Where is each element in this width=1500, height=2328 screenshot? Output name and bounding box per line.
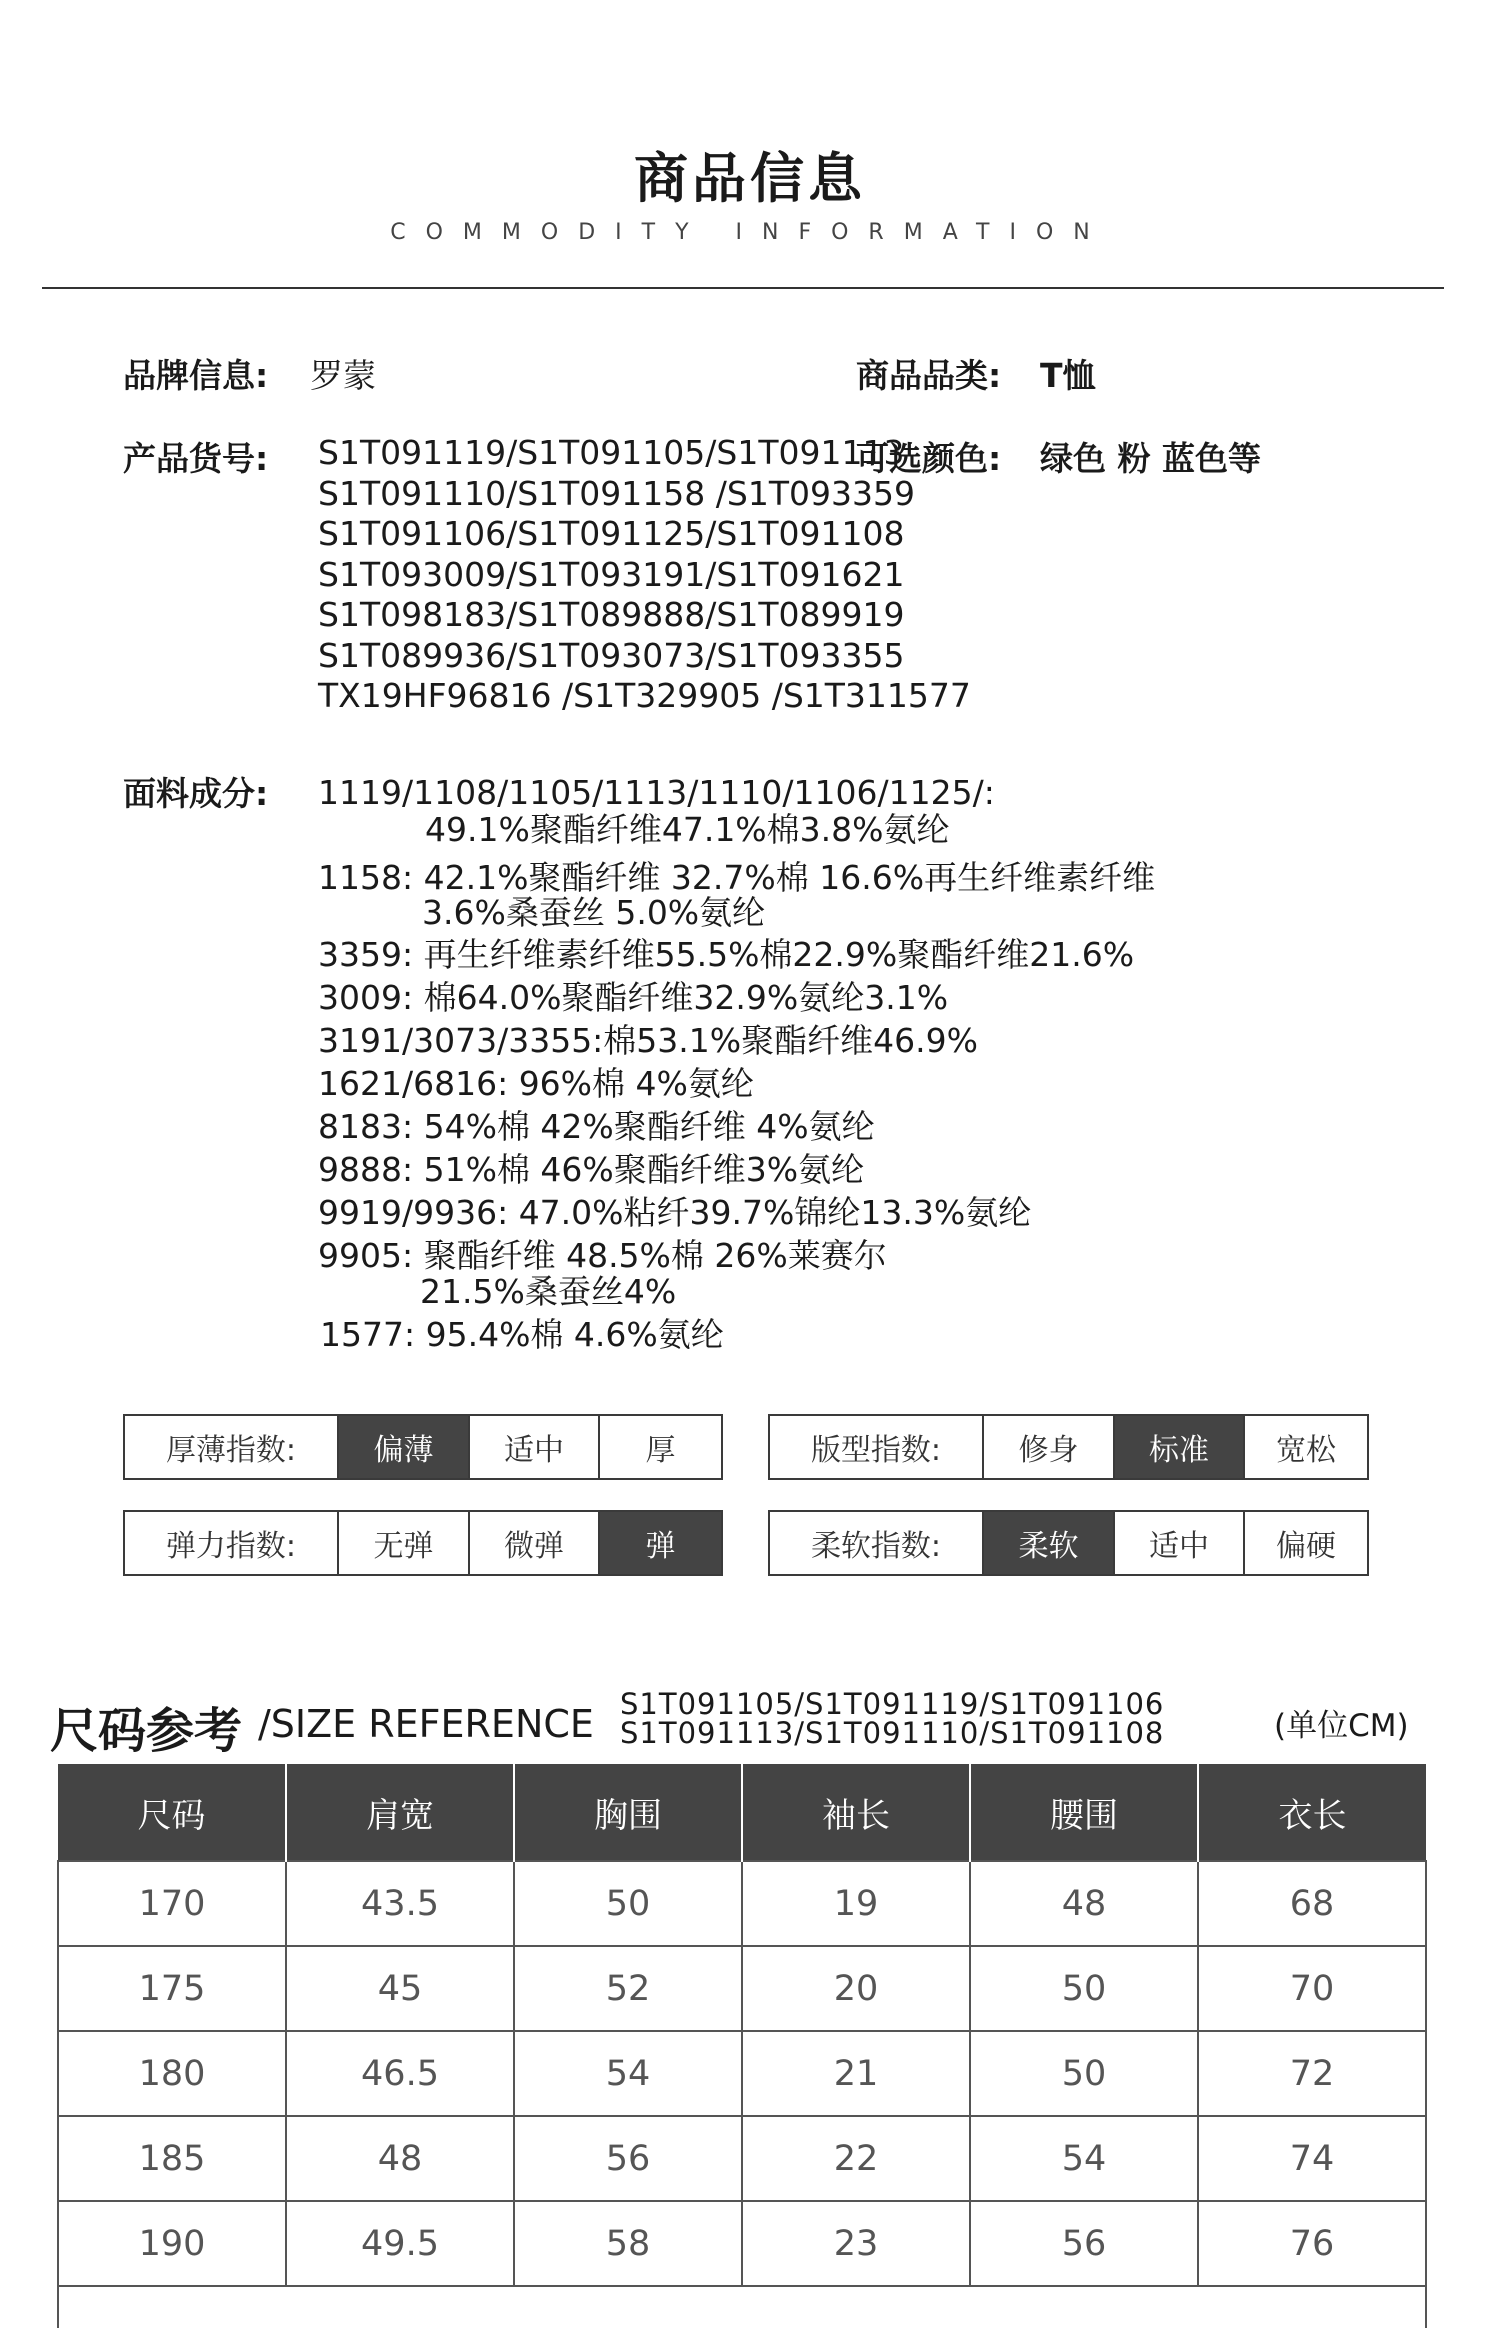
fabric-label: 面料成分: [123, 774, 269, 813]
table-cell: 58 [514, 2201, 742, 2286]
sku-line: TX19HF96816 /S1T329905 /S1T311577 [318, 676, 971, 715]
elasticity-option-stretch: 弹 [598, 1512, 721, 1574]
table-cell: 56 [970, 2201, 1198, 2286]
softness-label: 柔软指数: [810, 1529, 942, 1564]
table-cell: 49.5 [286, 2201, 514, 2286]
table-footer-edge [57, 2278, 1427, 2328]
size-table-header-row [58, 1764, 1426, 1861]
table-cell: 48 [970, 1861, 1198, 1946]
table-cell: 50 [970, 1946, 1198, 2031]
thickness-option-thin: 偏薄 [337, 1416, 468, 1478]
header-length: 衣长 [1198, 1764, 1426, 1861]
size-table [57, 1764, 1427, 2287]
elasticity-option-slight: 微弹 [468, 1512, 598, 1574]
fabric-line: 3191/3073/3355:棉53.1%聚酯纤维46.9% [318, 1021, 978, 1060]
softness-index [768, 1510, 1369, 1576]
table-row [58, 2201, 1426, 2286]
sku-line: S1T098183/S1T089888/S1T089919 [318, 595, 905, 634]
elasticity-label: 弹力指数: [165, 1529, 297, 1564]
elasticity-option-none: 无弹 [337, 1512, 468, 1574]
thickness-option-thick: 厚 [598, 1416, 721, 1478]
table-cell: 48 [286, 2116, 514, 2201]
table-cell: 50 [514, 1861, 742, 1946]
thickness-label: 厚薄指数: [165, 1433, 297, 1468]
sku-line: S1T089936/S1T093073/S1T093355 [318, 635, 905, 675]
sku-line: S1T091119/S1T091105/S1T091113 [318, 433, 905, 472]
brand-value: 罗蒙 [310, 356, 376, 395]
header-sleeve: 袖长 [742, 1764, 970, 1861]
table-cell: 20 [742, 1946, 970, 2031]
color-value: 绿色 粉 蓝色等 [1040, 439, 1261, 478]
brand-label: 品牌信息: [123, 356, 269, 395]
table-cell: 21 [742, 2031, 970, 2116]
table-cell: 56 [514, 2116, 742, 2201]
softness-option-soft: 柔软 [982, 1512, 1113, 1574]
page-title: 商品信息 [634, 147, 866, 210]
page-subtitle: COMMODITY INFORMATION [390, 220, 1110, 245]
table-cell: 45 [286, 1946, 514, 2031]
table-cell: 72 [1198, 2031, 1426, 2116]
table-cell: 68 [1198, 1861, 1426, 1946]
unit-label: (单位CM) [1274, 1708, 1409, 1744]
fabric-line: 1158: 42.1%聚酯纤维 32.7%棉 16.6%再生纤维素纤维 [318, 858, 1156, 897]
fabric-line: 3359: 再生纤维素纤维55.5%棉22.9%聚酯纤维21.6% [318, 935, 1135, 974]
table-cell: 54 [970, 2116, 1198, 2201]
fit-index [768, 1414, 1369, 1480]
table-cell: 76 [1198, 2201, 1426, 2286]
table-cell: 50 [970, 2031, 1198, 2116]
category-label: 商品品类: [856, 356, 1002, 395]
sku-line: S1T091106/S1T091125/S1T091108 [318, 514, 905, 553]
table-cell: 175 [58, 1946, 286, 2031]
sku-label: 产品货号: [123, 439, 269, 478]
table-row [58, 1946, 1426, 2031]
thickness-index [123, 1414, 723, 1480]
table-row [58, 2116, 1426, 2201]
fabric-line: 1577: 95.4%棉 4.6%氨纶 [320, 1315, 724, 1354]
size-codes-line: S1T091105/S1T091119/S1T091106 [620, 1687, 1165, 1721]
fabric-line: 1119/1108/1105/1113/1110/1106/1125/: [318, 773, 995, 812]
table-cell: 22 [742, 2116, 970, 2201]
elasticity-index [123, 1510, 723, 1576]
fabric-line: 49.1%聚酯纤维47.1%棉3.8%氨纶 [425, 810, 950, 849]
table-cell: 52 [514, 1946, 742, 2031]
category-value: T恤 [1040, 356, 1096, 395]
size-codes [620, 1687, 1165, 1750]
table-cell: 180 [58, 2031, 286, 2116]
fit-option-standard: 标准 [1113, 1416, 1243, 1478]
fabric-line: 9919/9936: 47.0%粘纤39.7%锦纶13.3%氨纶 [318, 1193, 1032, 1232]
fabric-line: 3009: 棉64.0%聚酯纤维32.9%氨纶3.1% [318, 978, 949, 1017]
header-divider [42, 287, 1444, 289]
table-row [58, 1861, 1426, 1946]
header-shoulder: 肩宽 [286, 1764, 514, 1861]
header-size: 尺码 [58, 1764, 286, 1861]
header-chest: 胸围 [514, 1764, 742, 1861]
fabric-line: 21.5%桑蚕丝4% [420, 1272, 677, 1311]
fit-option-loose: 宽松 [1243, 1416, 1367, 1478]
sku-line: S1T091110/S1T091158 /S1T093359 [318, 473, 915, 513]
fit-option-slim: 修身 [982, 1416, 1113, 1478]
table-cell: 19 [742, 1861, 970, 1946]
table-cell: 185 [58, 2116, 286, 2201]
table-cell: 54 [514, 2031, 742, 2116]
table-cell: 23 [742, 2201, 970, 2286]
table-cell: 70 [1198, 1946, 1426, 2031]
fabric-line: 3.6%桑蚕丝 5.0%氨纶 [422, 893, 766, 932]
sku-line: S1T093009/S1T093191/S1T091621 [318, 554, 905, 594]
fit-label: 版型指数: [810, 1433, 942, 1468]
color-label: 可选颜色: [856, 439, 1002, 478]
header-waist: 腰围 [970, 1764, 1198, 1861]
table-cell: 170 [58, 1861, 286, 1946]
fabric-line: 9905: 聚酯纤维 48.5%棉 26%莱赛尔 [318, 1236, 887, 1275]
table-cell: 46.5 [286, 2031, 514, 2116]
table-row [58, 2031, 1426, 2116]
table-cell: 190 [58, 2201, 286, 2286]
thickness-option-medium: 适中 [468, 1416, 598, 1478]
size-title-en: /SIZE REFERENCE [258, 1702, 594, 1746]
table-cell: 43.5 [286, 1861, 514, 1946]
softness-option-hard: 偏硬 [1243, 1512, 1367, 1574]
table-cell: 74 [1198, 2116, 1426, 2201]
fabric-line: 1621/6816: 96%棉 4%氨纶 [318, 1064, 754, 1103]
fabric-line: 9888: 51%棉 46%聚酯纤维3%氨纶 [318, 1150, 865, 1189]
size-codes-line: S1T091113/S1T091110/S1T091108 [620, 1716, 1165, 1750]
softness-option-medium: 适中 [1113, 1512, 1243, 1574]
size-title: 尺码参考 [50, 1703, 243, 1759]
fabric-line: 8183: 54%棉 42%聚酯纤维 4%氨纶 [318, 1107, 875, 1146]
